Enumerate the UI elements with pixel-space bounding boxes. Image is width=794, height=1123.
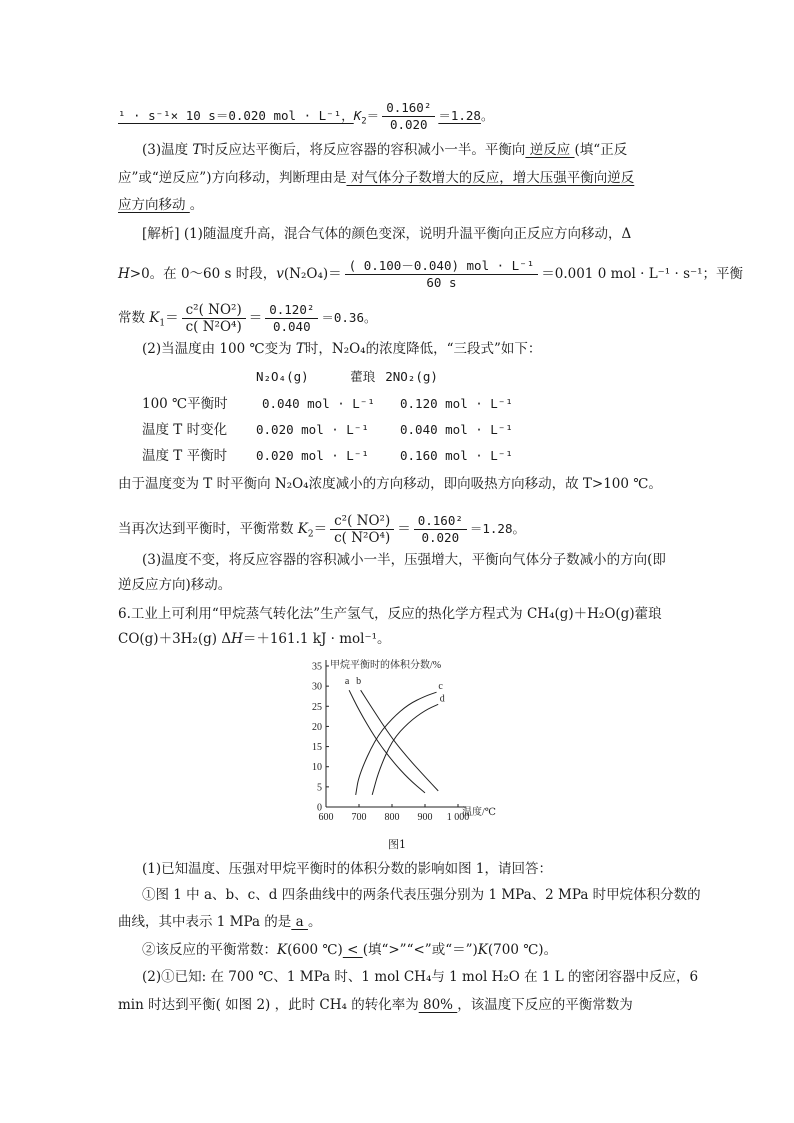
k2-num-a: c²( NO²) (330, 513, 394, 530)
row2-no2: 0.040 mol · L⁻¹ (400, 422, 513, 437)
row1-label: 100 ℃平衡时 (142, 396, 228, 412)
h-symbol: H (231, 631, 243, 647)
q6-text-b: CO(g)＋3H₂(g) Δ (118, 631, 232, 647)
k1-den-a: c( N²O⁴) (185, 319, 242, 335)
y-tick-label-15: 15 (312, 742, 322, 754)
row1-n2o4: 0.040 mol · L⁻¹ (262, 396, 375, 411)
k1-result: ＝0.36。 (321, 310, 377, 325)
analysis-3-line1 (142, 551, 666, 569)
p2-text-c: 由于温度变为 T 时平衡向 N₂O₄浓度减小的方向移动，即向吸热方向移动，故 T>100 ℃。 (118, 476, 662, 492)
curve-label-d: d (439, 693, 445, 705)
row2-label: 温度 T 时变化 (142, 422, 228, 438)
answer-reason-b: 应方向移动 (118, 197, 190, 213)
v-symbol: v (276, 266, 284, 282)
x-tick-label-0: 600 (318, 812, 334, 823)
k2-sub: 2 (361, 116, 367, 127)
q62-line2 (118, 996, 633, 1014)
row1-no2: 0.120 mol · L⁻¹ (400, 396, 513, 411)
y-tick-label-10: 10 (312, 762, 322, 774)
period: 。 (480, 108, 494, 123)
q6-text-a: 6.工业上可利用“甲烷蒸气转化法”生产氢气，反应的热化学方程式为 CH₄(g)＋H₂O(g)藿琅 (118, 606, 662, 622)
row3-n2o4: 0.020 mol · L⁻¹ (256, 448, 369, 463)
k1-fraction-b (265, 302, 318, 335)
eq-sign: ＝ (248, 310, 263, 326)
three-stage-row-1 (142, 395, 513, 413)
t-symbol: T (295, 341, 305, 357)
q3-text-a: (3)温度 (142, 142, 193, 158)
q61-line1 (142, 860, 552, 878)
analysis-line3 (118, 302, 376, 335)
q61-text-a: (1)已知温度、压强对甲烷平衡时的体积分数的影响如图 1，请回答： (142, 861, 553, 877)
analysis-2-line1 (142, 340, 541, 358)
chart-axes (312, 658, 496, 823)
header-no2: 2NO₂(g) (385, 369, 438, 384)
q3-text-b: 时反应达平衡后，将反应容器的容积减小一半。平衡向 (201, 142, 526, 158)
period: 。 (307, 914, 322, 930)
curve-label-b: b (356, 676, 362, 688)
k1-label: 常数 (118, 310, 150, 326)
x-tick-label-2: 800 (384, 812, 400, 823)
analysis-line1 (142, 225, 631, 243)
question-3-line2 (118, 169, 634, 187)
analysis-text-2: >0。在 0～60 s 时段， (129, 266, 277, 282)
p3-text-a: (3)温度不变，将反应容器的容积减小一半，压强增大，平衡向气体分子数减小的方向(即 (142, 552, 666, 568)
y-tick-label-30: 30 (312, 681, 322, 693)
row3-label: 温度 T 平衡时 (142, 448, 228, 464)
k2-fraction-b (414, 513, 467, 546)
eq-sign: ＝ (165, 310, 179, 326)
row3-no2: 0.160 mol · L⁻¹ (400, 448, 513, 463)
k2-symbol: K (353, 108, 362, 123)
three-stage-row-3 (142, 447, 513, 465)
k2-symbol: K (297, 521, 308, 537)
p2-text-a: (2)当温度由 100 ℃变为 (142, 341, 296, 357)
q61-text-c: 曲线，其中表示 1 MPa 的是 (118, 914, 292, 930)
three-stage-row-2 (142, 421, 513, 439)
k2-num-b: 0.160² (414, 513, 467, 530)
q62-line1 (142, 968, 698, 986)
analysis-3-line2 (118, 576, 231, 594)
k-700: (700 ℃)。 (487, 942, 558, 958)
question-3-line3 (118, 196, 203, 214)
curve-d (372, 704, 438, 795)
x-tick-label-3: 900 (417, 812, 433, 823)
header-n2o4: N₂O₄(g) (256, 369, 309, 384)
q61-line3 (118, 913, 321, 931)
curve-a (349, 690, 425, 793)
y-axis-title: 甲烷平衡时的体积分数/% (330, 660, 442, 671)
p2-text-b: 时，N₂O₄的浓度降低，“三段式”如下： (304, 341, 542, 357)
x-axis-title: 温度/℃ (462, 807, 496, 818)
row2-n2o4: 0.020 mol · L⁻¹ (256, 422, 369, 437)
x-tick-label-1: 700 (351, 812, 367, 823)
k2-den-b: 0.020 (421, 530, 460, 545)
k2-numerator: 0.160² (382, 100, 435, 117)
rate-calc-text: ¹ · s⁻¹× 10 s＝0.020 mol · L⁻¹， (118, 108, 354, 123)
q3-line2-text: 应”或“逆反应”)方向移动，判断理由是 (118, 170, 347, 186)
k2-result: ＝1.28 (438, 108, 481, 123)
q62-text-b: min 时达到平衡( 如图 2) ，此时 CH₄ 的转化率为 (118, 997, 419, 1013)
q61-line4 (142, 941, 557, 959)
curve-label-a: a (344, 676, 350, 688)
question-6-line2 (118, 630, 391, 648)
rate-numerator: ( 0.100－0.040) mol · L⁻¹ (345, 258, 539, 275)
eq-sign: ＝ (366, 108, 380, 123)
curve-b (361, 690, 439, 791)
question-6-line1 (118, 605, 662, 623)
rate-result: ＝0.001 0 mol · L⁻¹ · s⁻¹；平衡 (541, 266, 744, 282)
rate-denominator: 60 s (426, 275, 457, 290)
y-tick-label-25: 25 (312, 701, 322, 713)
k2-fraction-a (330, 513, 394, 546)
q62-text-a: (2)①已知: 在 700 ℃、1 MPa 时、1 mol CH₄与 1 mol H₂O 在 1 L 的密闭容器中反应，6 (142, 969, 699, 985)
k2-sub: 2 (307, 529, 314, 540)
k-symbol: K (277, 942, 288, 958)
k-symbol: K (477, 942, 488, 958)
q61-text-b: ①图 1 中 a、b、c、d 四条曲线中的两条代表压强分别为 1 MPa、2 MPa 时甲烷体积分数的 (142, 887, 701, 903)
k1-fraction-a (182, 302, 246, 335)
period: 。 (189, 197, 204, 213)
analysis-line2 (118, 258, 743, 291)
h-symbol: H (118, 266, 130, 282)
fill-hint: (填“>”“<”或“＝”) (362, 942, 478, 958)
header-arrow: 藿琅 (342, 369, 376, 384)
rate-label: (N₂O₄)＝ (283, 266, 342, 282)
figure-1-caption: 图1 (388, 838, 406, 851)
three-stage-header (256, 368, 438, 386)
x-tick-label-4: 1 000 (446, 812, 470, 823)
figure-1-chart (300, 650, 500, 840)
q62-text-c: ，该温度下反应的平衡常数为 (457, 997, 633, 1013)
k1-sub: 1 (159, 318, 166, 329)
y-tick-label-5: 5 (317, 782, 322, 794)
q61-line2 (142, 886, 701, 904)
t-symbol: T (192, 142, 202, 158)
eq-sign: ＝ (397, 521, 411, 537)
q3-text-c: (填“正反 (574, 142, 628, 158)
y-tick-label-35: 35 (312, 661, 322, 673)
answer-80-percent: 80% (418, 997, 458, 1013)
k-600: (600 ℃) (287, 942, 343, 958)
question-3-line1 (142, 141, 627, 159)
k2-result: ＝1.28。 (469, 521, 525, 536)
answer-reverse-reaction: 逆反应 (525, 142, 575, 158)
p3-text-b: 逆反应方向)移动。 (118, 577, 232, 593)
answer-curve-a: a (291, 914, 308, 930)
answer-reason-a: 对气体分子数增大的反应，增大压强平衡向逆反 (346, 170, 635, 186)
eq-sign: ＝ (313, 521, 328, 537)
y-tick-label-0: 0 (317, 802, 322, 814)
k1-den-b: 0.040 (272, 319, 311, 334)
analysis-2-line6 (118, 513, 525, 546)
analysis-text-1: [解析] (1)随温度升高，混合气体的颜色变深，说明升温平衡向正反应方向移动，Δ (142, 226, 632, 242)
chart-curves (345, 676, 445, 795)
answer-less-than: < (342, 942, 363, 958)
rate-fraction (345, 258, 539, 291)
chart-svg (300, 650, 500, 840)
p2-text-d: 当再次达到平衡时，平衡常数 (118, 521, 298, 537)
k2-fraction (382, 100, 435, 133)
analysis-2-line5 (118, 475, 662, 493)
k1-symbol: K (149, 310, 160, 326)
y-tick-label-20: 20 (312, 721, 322, 733)
q61-text-d: ②该反应的平衡常数： (142, 942, 277, 958)
q6-text-c: ＝＋161.1 kJ · mol⁻¹。 (242, 631, 391, 647)
k2-den-a: c( N²O⁴) (334, 530, 391, 546)
k1-num-b: 0.120² (265, 302, 318, 319)
curve-label-c: c (438, 681, 443, 693)
k2-result-line (118, 100, 493, 133)
k2-denominator: 0.020 (389, 117, 428, 132)
k1-num-a: c²( NO²) (182, 302, 246, 319)
